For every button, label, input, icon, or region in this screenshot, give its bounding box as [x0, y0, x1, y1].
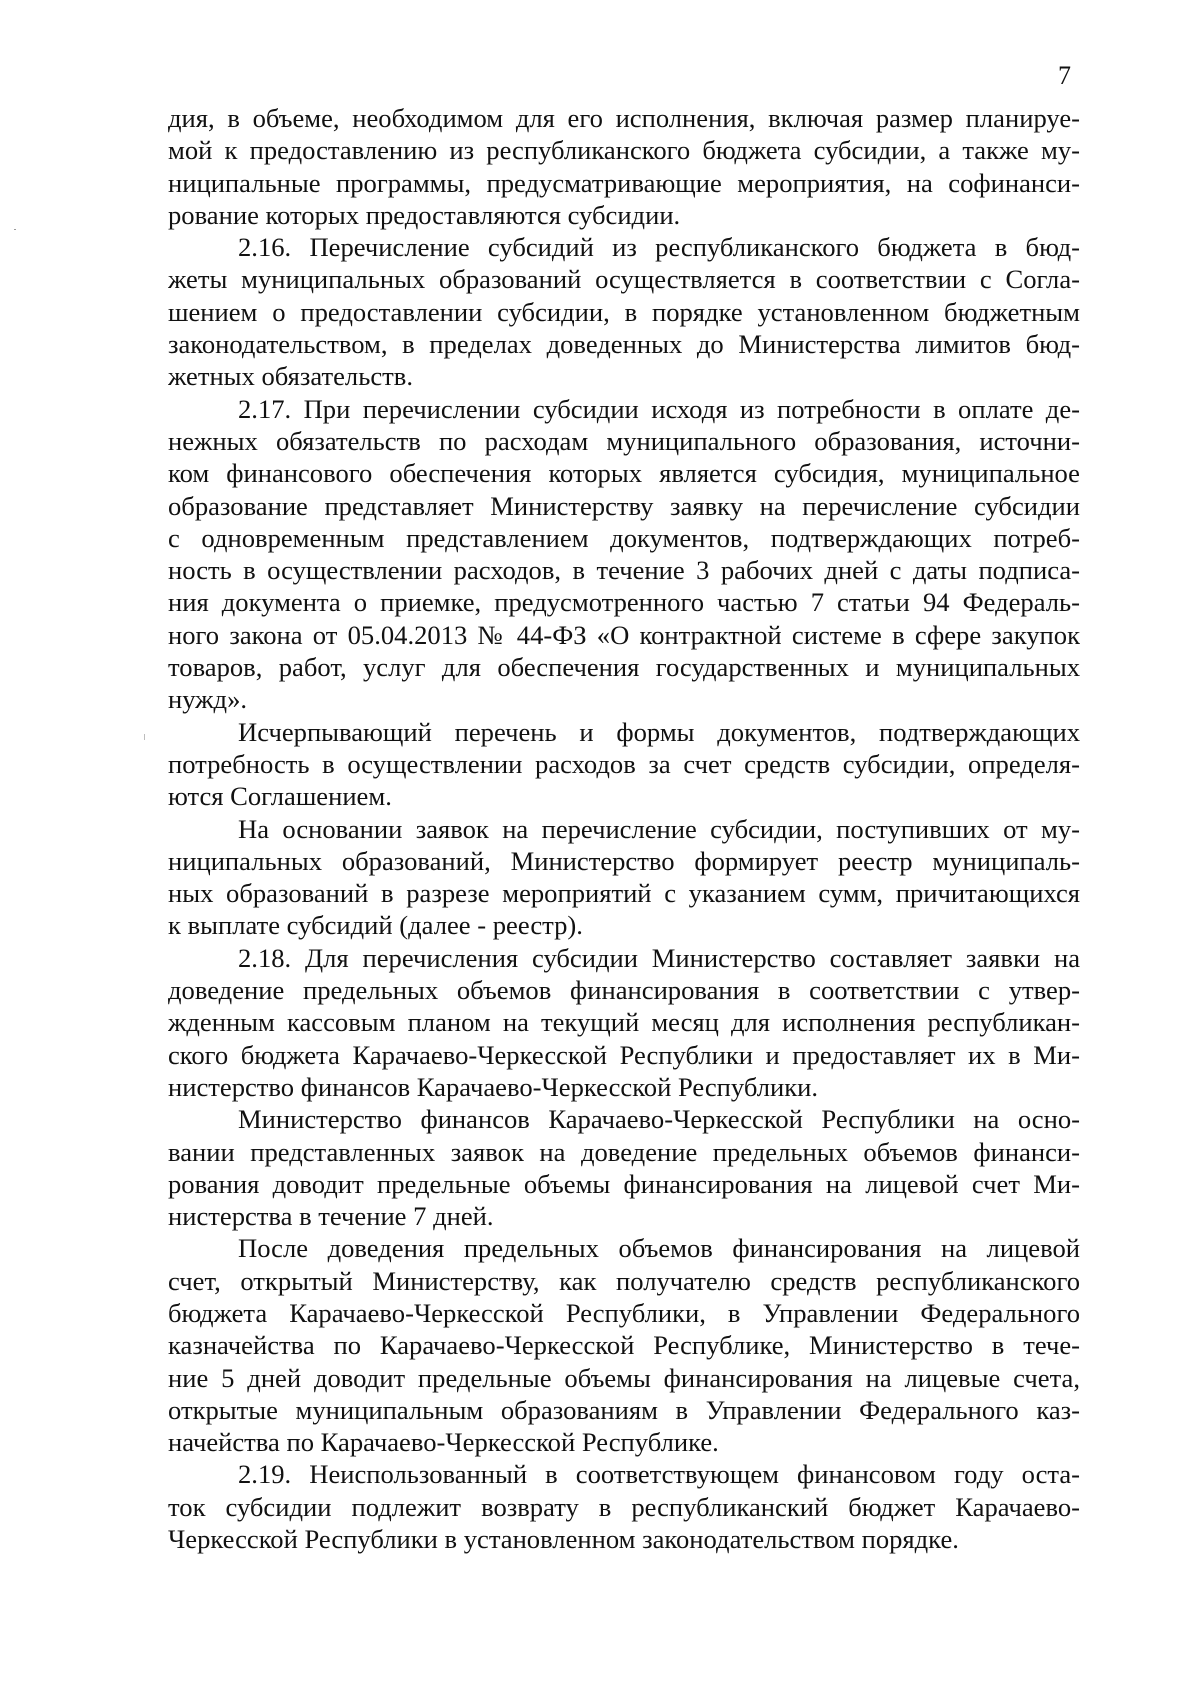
- text-line: образование представляет Министерству заявку на перечисление субсидии: [168, 490, 1080, 521]
- text-line: нистерства в течение 7 дней.: [168, 1201, 494, 1232]
- text-line: ных образований в разрезе мероприятий с указанием сумм, причитающихся: [168, 878, 1080, 909]
- text-line: ниципальных образований, Министерство формирует реестр муниципаль-: [168, 845, 1080, 876]
- text-line: рование которых предоставляются субсидии.: [168, 199, 681, 230]
- paragraph-minfin-start: Министерство финансов Карачаево-Черкесской Республики на осно-: [238, 1104, 1080, 1135]
- text-line: вании представленных заявок на доведение предельных объемов финанси-: [168, 1136, 1080, 1167]
- text-line: бюджета Карачаево-Черкесской Республики, в Управлении Федерального: [168, 1297, 1080, 1328]
- text-line: открытые муниципальным образованиям в Управлении Федерального каз-: [168, 1394, 1080, 1425]
- text-line: начейства по Карачаево-Черкесской Республике.: [168, 1427, 719, 1458]
- scan-artifact: [144, 734, 145, 740]
- text-line: ского бюджета Карачаево-Черкесской Республики и предоставляет их в Ми-: [168, 1039, 1080, 1070]
- text-line: ность в осуществлении расходов, в течение 3 рабочих дней с даты подписа-: [168, 555, 1080, 586]
- text-line: законодательством, в пределах доведенных до Министерства лимитов бюд-: [168, 329, 1080, 360]
- text-line: рования доводит предельные объемы финансирования на лицевой счет Ми-: [168, 1168, 1080, 1199]
- document-body: [168, 102, 1080, 1555]
- text-line: жеты муниципальных образований осуществляется в соответствии с Согла-: [168, 264, 1080, 295]
- text-line: ниципальные программы, предусматривающие мероприятия, на софинанси-: [168, 167, 1080, 198]
- text-line: мой к предоставлению из республиканского бюджета субсидии, а также му-: [168, 135, 1080, 166]
- paragraph-documents-start: Исчерпывающий перечень и формы документов, подтверждающих: [238, 716, 1080, 747]
- text-line: шением о предоставлении субсидии, в порядке установленном бюджетным: [168, 296, 1080, 327]
- text-line: с одновременным представлением документов, подтверждающих потреб-: [168, 522, 1080, 553]
- page-number: 7: [1058, 61, 1071, 90]
- text-line: нежных обязательств по расходам муниципального образования, источни-: [168, 425, 1080, 456]
- paragraph-after-limits-start: После доведения предельных объемов финансирования на лицевой: [238, 1233, 1080, 1264]
- text-line: к выплате субсидий (далее - реестр).: [168, 910, 583, 941]
- text-line: ком финансового обеспечения которых является субсидия, муниципальное: [168, 458, 1080, 489]
- text-line: Черкесской Республики в установленном законодательством порядке.: [168, 1524, 959, 1555]
- text-line: ток субсидии подлежит возврату в республиканский бюджет Карачаево-: [168, 1491, 1080, 1522]
- text-line: доведение предельных объемов финансирования в соответствии с утвер-: [168, 975, 1080, 1006]
- paragraph-2-16-start: 2.16. Перечисление субсидий из республиканского бюджета в бюд-: [238, 232, 1080, 263]
- text-line: счет, открытый Министерству, как получателю средств республиканского: [168, 1265, 1080, 1296]
- text-line: ного закона от 05.04.2013 № 44-ФЗ «О контрактной системе в сфере закупок: [168, 619, 1080, 650]
- text-line: ния документа о приемке, предусмотренного частью 7 статьи 94 Федераль-: [168, 587, 1080, 618]
- text-line: казначейства по Карачаево-Черкесской Республике, Министерство в тече-: [168, 1330, 1080, 1361]
- text-line: жденным кассовым планом на текущий месяц для исполнения республикан-: [168, 1007, 1080, 1038]
- text-line: жетных обязательств.: [168, 361, 413, 392]
- scan-artifact: [14, 229, 16, 230]
- text-line: нистерство финансов Карачаево-Черкесской Республики.: [168, 1071, 819, 1102]
- text-line: ются Соглашением.: [168, 781, 392, 812]
- paragraph-registry-start: На основании заявок на перечисление субсидии, поступивших от му-: [238, 813, 1080, 844]
- paragraph-2-17-start: 2.17. При перечислении субсидии исходя из потребности в оплате де-: [238, 393, 1080, 424]
- paragraph-2-19-start: 2.19. Неиспользованный в соответствующем финансовом году оста-: [238, 1459, 1080, 1490]
- text-line: нужд».: [168, 684, 248, 715]
- text-line: товаров, работ, услуг для обеспечения государственных и муниципальных: [168, 652, 1080, 683]
- text-line: ние 5 дней доводит предельные объемы финансирования на лицевые счета,: [168, 1362, 1080, 1393]
- text-line: дия, в объеме, необходимом для его исполнения, включая размер планируе-: [168, 103, 1080, 133]
- text-line: потребность в осуществлении расходов за счет средств субсидии, определя-: [168, 748, 1080, 779]
- paragraph-2-18-start: 2.18. Для перечисления субсидии Министерство составляет заявки на: [238, 942, 1080, 973]
